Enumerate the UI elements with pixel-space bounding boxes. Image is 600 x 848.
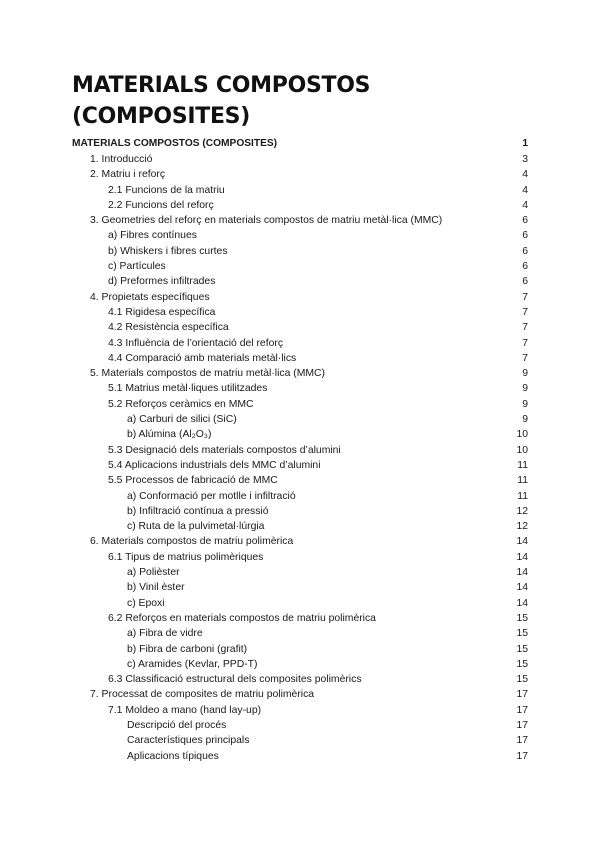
toc-entry[interactable] xyxy=(72,458,528,473)
toc-entry-page: 4 xyxy=(522,169,528,181)
title-line-1: MATERIALS COMPOSTOS xyxy=(72,73,371,98)
toc-entry-label: 3. Geometries del reforç en materials compostos de matriu metàl·lica (MMC) xyxy=(90,215,443,227)
toc-entry-page: 17 xyxy=(516,719,528,731)
toc-entry-page: 6 xyxy=(522,276,528,288)
toc-entry-label: 5.4 Aplicacions industrials dels MMC d’alumini xyxy=(108,459,321,471)
toc-entry[interactable] xyxy=(72,687,528,702)
toc-entry-page: 15 xyxy=(516,674,528,686)
toc-entry[interactable] xyxy=(72,320,528,335)
toc-entry[interactable] xyxy=(72,259,528,274)
toc-entry-label: 6. Materials compostos de matriu polimèrica xyxy=(90,536,294,548)
toc-entry-label: 4.3 Influència de l’orientació del reforç xyxy=(108,337,284,349)
toc-entry[interactable] xyxy=(72,580,528,595)
toc-entry-page: 17 xyxy=(516,750,528,762)
toc-entry-label: d) Preformes infiltrades xyxy=(108,276,216,288)
toc-entry[interactable] xyxy=(72,718,528,733)
toc-entry[interactable] xyxy=(72,167,528,182)
toc-entry[interactable] xyxy=(72,152,528,167)
toc-entry-page: 15 xyxy=(516,658,528,670)
toc-entry-label: b) Infiltració contínua a pressió xyxy=(127,505,269,517)
toc-entry[interactable] xyxy=(72,672,528,687)
toc-entry-page: 14 xyxy=(516,536,528,548)
toc-entry[interactable] xyxy=(72,489,528,504)
toc-entry-page: 15 xyxy=(516,643,528,655)
toc-entry-label: c) Epoxi xyxy=(127,597,165,609)
toc-entry-page: 14 xyxy=(516,582,528,594)
toc-entry-label: c) Partícules xyxy=(108,261,166,273)
toc-entry-page: 11 xyxy=(517,490,528,502)
toc-entry[interactable] xyxy=(72,703,528,718)
toc-entry-page: 17 xyxy=(516,704,528,716)
toc-entry-label: 6.2 Reforços en materials compostos de matriu polimèrica xyxy=(108,612,376,624)
toc-entry-label: a) Carburi de silici (SiC) xyxy=(127,414,237,426)
toc-entry-label: 6.1 Tipus de matrius polimèriques xyxy=(108,551,264,563)
toc-entry-page: 15 xyxy=(516,612,528,624)
toc-entry[interactable] xyxy=(72,244,528,259)
toc-entry[interactable] xyxy=(72,351,528,366)
toc-entry-page: 7 xyxy=(522,306,528,318)
toc-entry-label: a) Polièster xyxy=(127,567,180,579)
toc-entry[interactable] xyxy=(72,381,528,396)
toc-entry[interactable] xyxy=(72,611,528,626)
toc-entry-page: 9 xyxy=(522,414,528,426)
toc-entry[interactable] xyxy=(72,366,528,381)
toc-entry-page: 7 xyxy=(522,291,528,303)
toc-entry[interactable] xyxy=(72,183,528,198)
toc-entry-label: 5.5 Processos de fabricació de MMC xyxy=(108,475,278,487)
document-title xyxy=(72,70,532,132)
toc-entry[interactable] xyxy=(72,642,528,657)
toc-entry-page: 17 xyxy=(516,689,528,701)
toc-entry-label: c) Ruta de la pulvimetal·lúrgia xyxy=(127,521,265,533)
toc-entry[interactable] xyxy=(72,550,528,565)
toc-entry-page: 4 xyxy=(522,184,528,196)
toc-entry-page: 9 xyxy=(522,398,528,410)
toc-entry-label: 7. Processat de composites de matriu polimèrica xyxy=(90,689,315,701)
toc-entry-page: 10 xyxy=(516,444,528,456)
toc-entry-label: 2.2 Funcions del reforç xyxy=(108,199,214,211)
title-line-2: (COMPOSITES) xyxy=(72,104,250,129)
toc-entry-page: 12 xyxy=(516,521,528,533)
toc-entry-label: 4. Propietats específiques xyxy=(90,291,210,303)
toc-entry-label: 4.1 Rigidesa específica xyxy=(108,306,216,318)
toc-entry-page: 3 xyxy=(522,154,528,165)
toc-entry-label: 4.4 Comparació amb materials metàl·lics xyxy=(108,352,297,364)
toc-entry-label: 2. Matriu i reforç xyxy=(90,169,166,181)
toc-entry-page: 11 xyxy=(517,459,528,471)
toc-entry[interactable] xyxy=(72,534,528,549)
toc-entry-page: 7 xyxy=(522,322,528,334)
toc-entry-page: 14 xyxy=(516,551,528,563)
toc-entry-page: 9 xyxy=(522,383,528,395)
toc-entry[interactable] xyxy=(72,473,528,488)
toc-entry-label: 6.3 Classificació estructural dels composites polimèrics xyxy=(108,674,362,686)
toc-entry[interactable] xyxy=(72,443,528,458)
toc-entry[interactable] xyxy=(72,397,528,412)
toc-entry-label: 5. Materials compostos de matriu metàl·lica (MMC) xyxy=(90,368,326,380)
toc-entry[interactable] xyxy=(72,519,528,534)
toc-entry-page: 7 xyxy=(522,352,528,364)
toc-entry[interactable] xyxy=(72,290,528,305)
toc-entry-label: a) Fibra de vidre xyxy=(127,628,203,640)
toc-entry-label: 1. Introducció xyxy=(90,154,153,165)
toc-entry-page: 6 xyxy=(522,245,528,257)
toc-entry[interactable] xyxy=(72,504,528,519)
table-of-contents xyxy=(72,136,528,764)
toc-entry[interactable] xyxy=(72,733,528,748)
toc-entry-page: 15 xyxy=(516,628,528,640)
toc-entry-label: b) Fibra de carboni (grafit) xyxy=(127,643,248,655)
toc-entry[interactable] xyxy=(72,427,528,442)
toc-entry-page: 14 xyxy=(516,567,528,579)
toc-entry-label: 5.3 Designació dels materials compostos d’alumini xyxy=(108,444,341,456)
toc-entry-page: 4 xyxy=(522,199,528,211)
toc-entry-label: b) Vinil èster xyxy=(127,582,185,594)
toc-entry[interactable] xyxy=(72,274,528,289)
toc-entry-label: 5.2 Reforços ceràmics en MMC xyxy=(108,398,254,410)
toc-entry[interactable] xyxy=(72,136,528,152)
toc-entry-page: 9 xyxy=(522,368,528,380)
toc-entry[interactable] xyxy=(72,213,528,228)
toc-entry-label: Característiques principals xyxy=(127,735,250,747)
toc-entry-label: 5.1 Matrius metàl·liques utilitzades xyxy=(108,383,268,395)
toc-entry[interactable] xyxy=(72,336,528,351)
toc-entry[interactable] xyxy=(72,626,528,641)
toc-entry-label: c) Aramides (Kevlar, PPD-T) xyxy=(127,658,258,670)
toc-entry-page: 6 xyxy=(522,230,528,242)
toc-entry-label: a) Conformació per motlle i infiltració xyxy=(127,490,296,502)
toc-entry-label: 7.1 Moldeo a mano (hand lay-up) xyxy=(108,704,262,716)
toc-entry-page: 10 xyxy=(516,429,528,441)
toc-entry-page: 7 xyxy=(522,337,528,349)
toc-entry-label: MATERIALS COMPOSTOS (COMPOSITES) xyxy=(72,138,278,149)
toc-entry[interactable] xyxy=(72,749,528,764)
toc-entry-page: 14 xyxy=(516,597,528,609)
toc-entry-page: 12 xyxy=(516,505,528,517)
toc-entry-label: a) Fibres contínues xyxy=(108,230,197,242)
toc-entry[interactable] xyxy=(72,565,528,580)
toc-entry-label: b) Whiskers i fibres curtes xyxy=(108,245,228,257)
toc-entry[interactable] xyxy=(72,657,528,672)
toc-entry[interactable] xyxy=(72,305,528,320)
toc-entry-label: 2.1 Funcions de la matriu xyxy=(108,184,225,196)
toc-entry-label: Aplicacions típiques xyxy=(127,750,219,762)
toc-entry[interactable] xyxy=(72,198,528,213)
toc-entry-page: 11 xyxy=(517,475,528,487)
toc-entry[interactable] xyxy=(72,412,528,427)
toc-entry-page: 17 xyxy=(516,735,528,747)
toc-entry-label: 4.2 Resistència específica xyxy=(108,322,229,334)
toc-entry[interactable] xyxy=(72,596,528,611)
toc-entry-page: 1 xyxy=(522,138,528,149)
toc-entry-page: 6 xyxy=(522,215,528,227)
toc-entry-label: Descripció del procés xyxy=(127,719,227,731)
toc-entry[interactable] xyxy=(72,228,528,243)
toc-entry-page: 6 xyxy=(522,261,528,273)
toc-entry-label: b) Alúmina (Al₂O₃) xyxy=(127,429,212,441)
